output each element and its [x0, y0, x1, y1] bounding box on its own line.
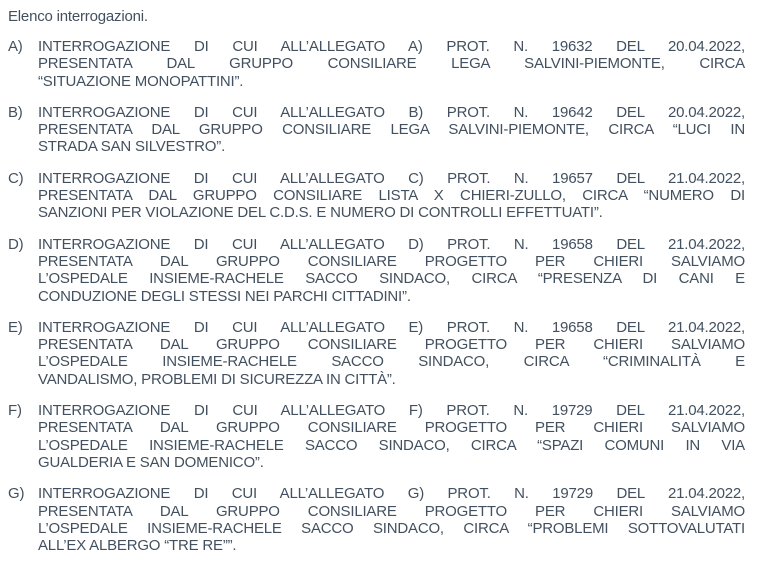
- item-line: INTERROGAZIONE DI CUI ALL’ALLEGATO D) PROT. N. 19658 DEL 21.04.2022,: [38, 235, 745, 253]
- item-line: CONDUZIONE DEGLI STESSI NEI PARCHI CITTADINI”.: [38, 287, 411, 305]
- interrogation-item: [8, 402, 745, 471]
- item-line: L’OSPEDALE INSIEME-RACHELE SACCO SINDACO, CIRCA “CRIMINALITÀ E: [38, 353, 745, 371]
- interrogation-item: [8, 236, 745, 305]
- item-label: E): [8, 318, 23, 336]
- interrogation-list: [8, 38, 745, 554]
- interrogation-item: [8, 170, 745, 222]
- item-body: [38, 485, 745, 554]
- interrogation-item: [8, 319, 745, 388]
- item-line: INTERROGAZIONE DI CUI ALL’ALLEGATO G) PROT. N. 19729 DEL 21.04.2022,: [38, 485, 745, 503]
- item-line: L’OSPEDALE INSIEME-RACHELE SACCO SINDACO, CIRCA “PRESENZA DI CANI E: [38, 270, 745, 288]
- item-body: [38, 402, 745, 471]
- item-line: L’OSPEDALE INSIEME-RACHELE SACCO SINDACO, CIRCA “SPAZI COMUNI IN VIA: [38, 436, 745, 454]
- item-line: INTERROGAZIONE DI CUI ALL’ALLEGATO F) PROT. N. 19729 DEL 21.04.2022,: [38, 402, 745, 420]
- interrogation-item: [8, 104, 745, 156]
- item-line: ALL’EX ALBERGO “TRE RE””.: [38, 537, 237, 555]
- page-title: Elenco interrogazioni.: [8, 8, 148, 25]
- item-line: PRESENTATA DAL GRUPPO CONSILIARE PROGETTO PER CHIERI SALVIAMO: [38, 336, 745, 354]
- item-line: PRESENTATA DAL GRUPPO CONSILIARE LEGA SALVINI-PIEMONTE, CIRCA: [38, 55, 745, 73]
- interrogation-item: [8, 38, 745, 90]
- item-line: GUALDERIA E SAN DOMENICO”.: [38, 453, 264, 471]
- item-line: PRESENTATA DAL GRUPPO CONSILIARE PROGETTO PER CHIERI SALVIAMO: [38, 252, 745, 270]
- item-line: SANZIONI PER VIOLAZIONE DEL C.D.S. E NUMERO DI CONTROLLI EFFETTUATI”.: [38, 204, 603, 222]
- item-line: INTERROGAZIONE DI CUI ALL’ALLEGATO E) PROT. N. 19658 DEL 21.04.2022,: [38, 318, 745, 336]
- item-line: PRESENTATA DAL GRUPPO CONSILIARE LISTA X CHIERI-ZULLO, CIRCA “NUMERO DI: [38, 187, 745, 205]
- item-line: PRESENTATA DAL GRUPPO CONSILIARE LEGA SALVINI-PIEMONTE, CIRCA “LUCI IN: [38, 121, 745, 139]
- item-line: STRADA SAN SILVESTRO”.: [38, 138, 226, 156]
- item-line: INTERROGAZIONE DI CUI ALL’ALLEGATO A) PROT. N. 19632 DEL 20.04.2022,: [38, 38, 745, 55]
- item-line: PRESENTATA DAL GRUPPO CONSILIARE PROGETTO PER CHIERI SALVIAMO: [38, 502, 745, 520]
- item-label: A): [8, 38, 23, 55]
- item-body: [38, 319, 745, 388]
- item-label: G): [8, 485, 25, 503]
- item-label: D): [8, 235, 24, 253]
- item-line: INTERROGAZIONE DI CUI ALL’ALLEGATO B) PROT. N. 19642 DEL 20.04.2022,: [38, 103, 745, 121]
- item-line: INTERROGAZIONE DI CUI ALL’ALLEGATO C) PROT. N. 19657 DEL 21.04.2022,: [38, 169, 745, 187]
- interrogation-item: [8, 485, 745, 554]
- item-label: C): [8, 169, 24, 187]
- item-body: [38, 104, 745, 156]
- item-line: “SITUAZIONE MONOPATTINI”.: [38, 72, 244, 90]
- item-label: F): [8, 402, 22, 420]
- item-line: PRESENTATA DAL GRUPPO CONSILIARE PROGETTO PER CHIERI SALVIAMO: [38, 419, 745, 437]
- item-body: [38, 236, 745, 305]
- item-label: B): [8, 103, 23, 121]
- item-line: VANDALISMO, PROBLEMI DI SICUREZZA IN CITTÀ”.: [38, 370, 396, 388]
- item-body: [38, 38, 745, 90]
- item-line: L’OSPEDALE INSIEME-RACHELE SACCO SINDACO, CIRCA “PROBLEMI SOTTOVALUTATI: [38, 519, 745, 537]
- item-body: [38, 170, 745, 222]
